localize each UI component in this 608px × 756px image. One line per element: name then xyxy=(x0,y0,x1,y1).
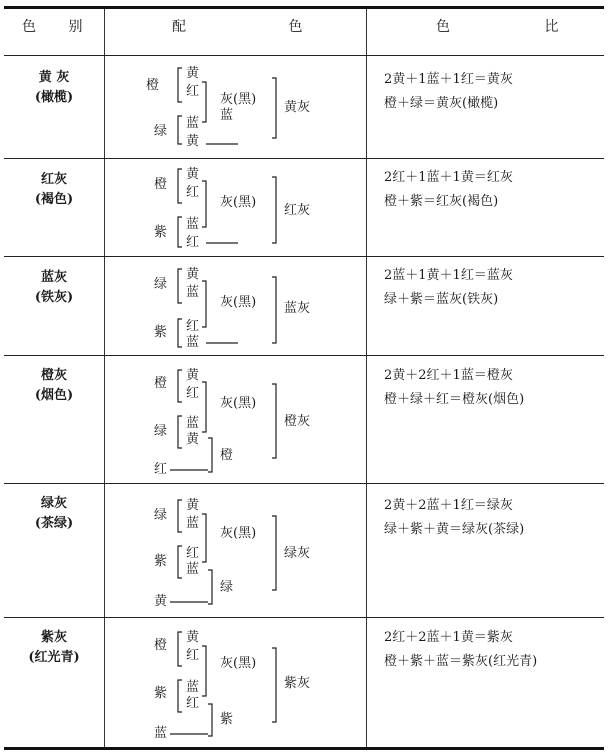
source-color: 橙 xyxy=(154,638,168,653)
ratio-formulas xyxy=(384,626,537,674)
row-name xyxy=(6,494,102,534)
component-color: 黄 xyxy=(186,134,200,149)
row-name xyxy=(6,268,102,308)
component-color: 红 xyxy=(186,386,200,401)
mix-diagram xyxy=(104,618,366,747)
intermediate-sub: 蓝 xyxy=(220,108,234,123)
ratio-formula: 2红＋2蓝＋1黄＝紫灰 xyxy=(384,630,513,645)
column-divider-2 xyxy=(366,9,367,747)
ratio-formula: 2黄＋2蓝＋1红＝绿灰 xyxy=(384,498,513,513)
ratio-formula: 2蓝＋1黄＋1红＝蓝灰 xyxy=(384,268,513,283)
source-color: 紫 xyxy=(154,686,168,701)
intermediate-color: 灰(黑) xyxy=(220,526,257,541)
mix-diagram xyxy=(104,159,366,256)
source-color: 黄 xyxy=(154,594,168,609)
source-color: 绿 xyxy=(154,424,168,439)
component-color: 红 xyxy=(186,185,200,200)
result-color: 黄灰 xyxy=(284,100,311,115)
header-category: 色 别 xyxy=(22,19,97,35)
component-color: 蓝 xyxy=(186,116,200,131)
row-name-alias: (褐色) xyxy=(34,192,74,207)
row-name xyxy=(6,68,102,108)
result-color: 紫灰 xyxy=(284,676,311,691)
component-color: 蓝 xyxy=(186,217,200,232)
mix-brackets xyxy=(104,618,366,747)
ratio-formula: 橙＋绿＋红＝橙灰(烟色) xyxy=(384,392,525,407)
source-color: 绿 xyxy=(154,124,168,139)
component-color: 红 xyxy=(186,696,200,711)
intermediate-sub: 橙 xyxy=(220,448,234,463)
intermediate-color: 灰(黑) xyxy=(220,92,257,107)
intermediate-color: 灰(黑) xyxy=(220,396,257,411)
component-color: 黄 xyxy=(186,66,200,81)
ratio-formula: 橙＋绿＝黄灰(橄榄) xyxy=(384,96,499,111)
mix-diagram xyxy=(104,56,366,158)
ratio-formula: 绿＋紫＝蓝灰(铁灰) xyxy=(384,292,499,307)
result-color: 橙灰 xyxy=(284,414,311,429)
row-name-primary: 黄 灰 xyxy=(38,70,70,85)
source-color: 绿 xyxy=(154,508,168,523)
component-color: 蓝 xyxy=(186,335,200,350)
ratio-formula: 橙＋紫＝红灰(褐色) xyxy=(384,194,499,209)
intermediate-color: 灰(黑) xyxy=(220,656,257,671)
mix-diagram xyxy=(104,356,366,483)
result-color: 绿灰 xyxy=(284,546,311,561)
component-color: 红 xyxy=(186,648,200,663)
row-name-alias: (烟色) xyxy=(34,388,74,403)
source-color: 橙 xyxy=(146,78,160,93)
row-name-primary: 红灰 xyxy=(40,172,67,187)
component-color: 红 xyxy=(186,235,200,250)
row-name-alias: (橄榄) xyxy=(34,90,74,105)
row-name xyxy=(6,170,102,210)
source-color: 橙 xyxy=(154,177,168,192)
row-name-alias: (红光青) xyxy=(28,650,80,665)
row-name xyxy=(6,366,102,406)
row-name-alias: (铁灰) xyxy=(34,290,74,305)
ratio-formula: 橙＋紫＋蓝＝紫灰(红光青) xyxy=(384,654,538,669)
row-name-primary: 紫灰 xyxy=(40,630,67,645)
mix-diagram xyxy=(104,484,366,617)
source-color: 红 xyxy=(154,462,168,477)
component-color: 蓝 xyxy=(186,562,200,577)
ratio-formulas xyxy=(384,166,513,214)
source-color: 绿 xyxy=(154,277,168,292)
component-color: 黄 xyxy=(186,267,200,282)
source-color: 紫 xyxy=(154,554,168,569)
ratio-formula: 绿＋紫＋黄＝绿灰(茶绿) xyxy=(384,522,525,537)
intermediate-color: 灰(黑) xyxy=(220,195,257,210)
ratio-formulas xyxy=(384,68,513,116)
header-mix: 配 色 xyxy=(172,19,304,35)
component-color: 蓝 xyxy=(186,416,200,431)
ratio-formula: 2红＋1蓝＋1黄＝红灰 xyxy=(384,170,513,185)
intermediate-color: 灰(黑) xyxy=(220,295,257,310)
component-color: 红 xyxy=(186,84,200,99)
component-color: 蓝 xyxy=(186,285,200,300)
mix-brackets xyxy=(104,356,366,483)
component-color: 红 xyxy=(186,319,200,334)
mix-diagram xyxy=(104,257,366,355)
component-color: 蓝 xyxy=(186,516,200,531)
row-name-primary: 橙灰 xyxy=(40,368,67,383)
header-ratio: 色 比 xyxy=(436,19,560,35)
result-color: 红灰 xyxy=(284,203,311,218)
component-color: 红 xyxy=(186,546,200,561)
row-name-primary: 绿灰 xyxy=(40,496,67,511)
row-name-alias: (茶绿) xyxy=(34,516,74,531)
row-name-primary: 蓝灰 xyxy=(40,270,67,285)
source-color: 蓝 xyxy=(154,726,168,741)
intermediate-sub: 紫 xyxy=(220,712,234,727)
ratio-formulas xyxy=(384,264,513,312)
mix-brackets xyxy=(104,484,366,617)
component-color: 黄 xyxy=(186,368,200,383)
source-color: 紫 xyxy=(154,325,168,340)
ratio-formula: 2黄＋1蓝＋1红＝黄灰 xyxy=(384,72,513,87)
source-color: 紫 xyxy=(154,225,168,240)
component-color: 黄 xyxy=(186,498,200,513)
component-color: 黄 xyxy=(186,432,200,447)
component-color: 蓝 xyxy=(186,680,200,695)
component-color: 黄 xyxy=(186,167,200,182)
ratio-formulas xyxy=(384,494,524,542)
source-color: 橙 xyxy=(154,376,168,391)
result-color: 蓝灰 xyxy=(284,301,311,316)
ratio-formula: 2黄＋2红＋1蓝＝橙灰 xyxy=(384,368,513,383)
intermediate-sub: 绿 xyxy=(220,580,234,595)
ratio-formulas xyxy=(384,364,524,412)
component-color: 黄 xyxy=(186,630,200,645)
row-name xyxy=(6,628,102,668)
